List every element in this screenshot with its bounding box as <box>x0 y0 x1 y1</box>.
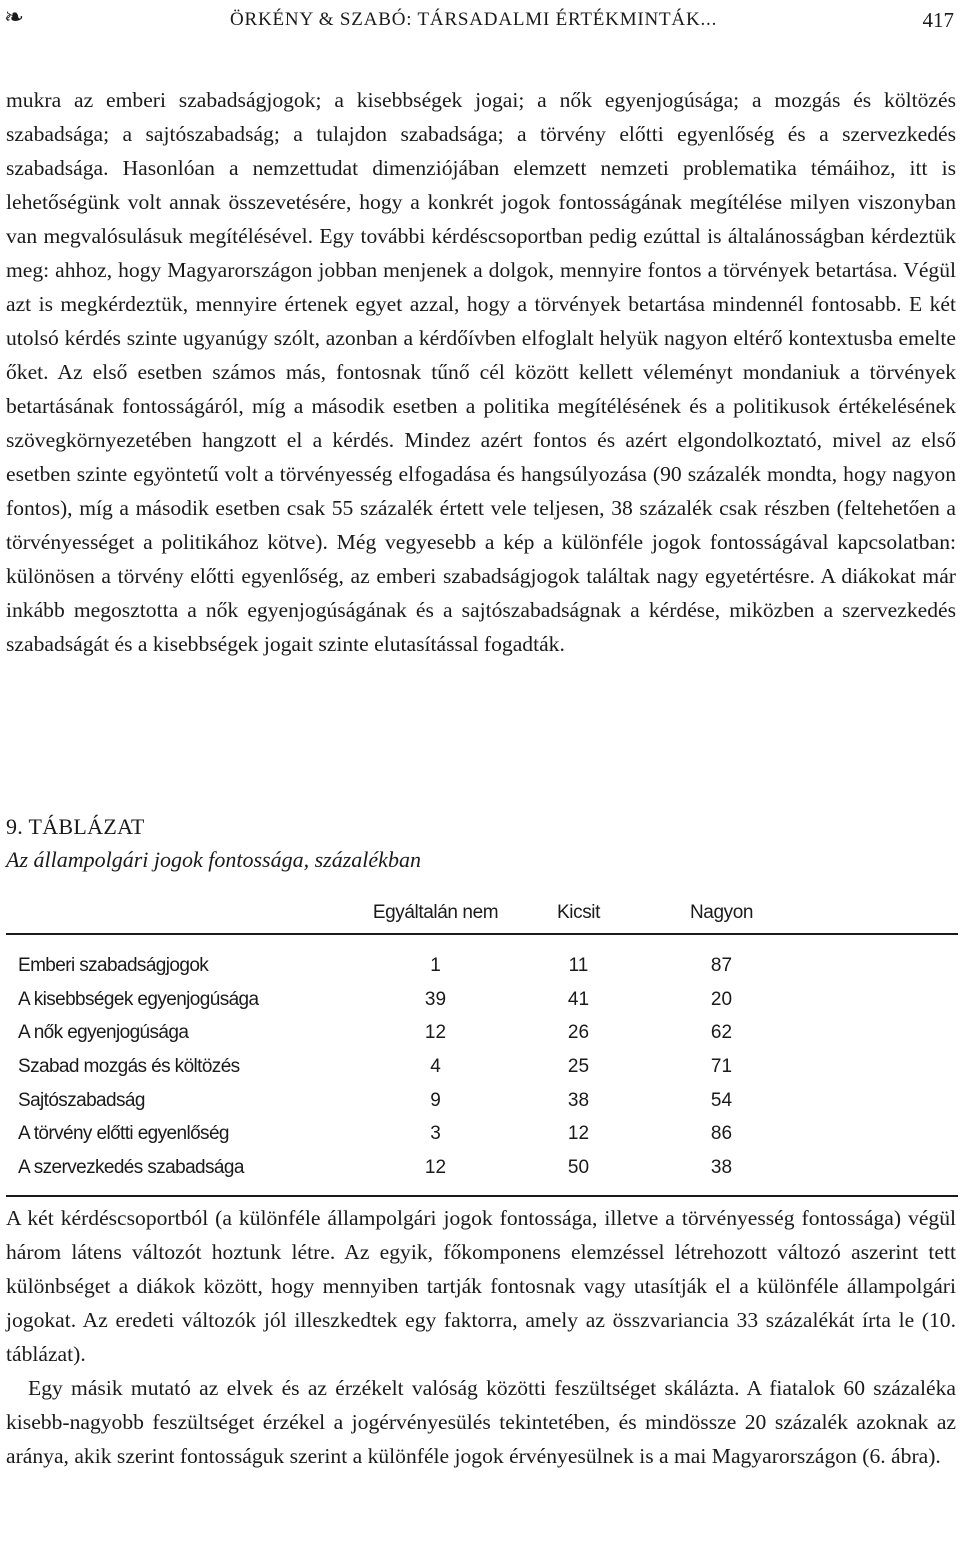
row-label: Sajtószabadság <box>18 1089 145 1111</box>
row-label: A szervezkedés szabadsága <box>6 1151 364 1196</box>
cell-value: 86 <box>710 1123 733 1145</box>
cell-value: 87 <box>710 954 733 976</box>
cell-value: 54 <box>710 1089 733 1111</box>
row-label: Emberi szabadságjogok <box>18 954 209 976</box>
column-header-not-at-all: Egyáltalán nem <box>364 893 507 934</box>
row-label: Szabad mozgás és költözés <box>18 1055 240 1077</box>
cell-value: 3 <box>430 1123 441 1145</box>
row-label: A nők egyenjogúsága <box>18 1022 189 1044</box>
cell-value: 12 <box>364 1151 507 1196</box>
cell-value: 4 <box>430 1055 441 1077</box>
cell-value: 71 <box>710 1055 733 1077</box>
row-label: A kisebbségek egyenjogúsága <box>18 988 259 1010</box>
page-number: 417 <box>922 8 954 32</box>
cell-value: 41 <box>567 988 590 1010</box>
table-row <box>6 1016 958 1050</box>
cell-value: 12 <box>567 1123 590 1145</box>
table-row <box>6 934 958 983</box>
row-label: A törvény előtti egyenlőség <box>18 1123 229 1145</box>
fleuron-ornament-icon: ❧ <box>4 5 25 31</box>
table-header-empty <box>6 893 364 934</box>
cell-value: 25 <box>567 1055 590 1077</box>
table-header-row <box>6 893 958 934</box>
cell-value: 38 <box>567 1089 590 1111</box>
cell-value: 9 <box>430 1089 441 1111</box>
table-row <box>6 983 958 1017</box>
table-label: 9. TÁBLÁZAT <box>6 814 145 839</box>
cell-value: 12 <box>424 1022 447 1044</box>
cell-value: 20 <box>710 988 733 1010</box>
body-section-1 <box>6 83 956 661</box>
paragraph-1: mukra az emberi szabadságjogok; a kisebbségek jogai; a nők egyenjogúsága; a mozgás és költözés szabadsága; a sajtószabadság; a tulajdon szabadsága; a törvény előtti egyenlőség és a szervezkedés szabadsága. Hasonlóan a nemzettudat dimenziójában elemzett nemzeti problematika témáihoz, itt is lehetőségünk volt annak összevetésére, hogy a konkrét jogok fontosságának megítélése milyen viszonyban van megvalósulásuk megítélésével. Egy további kérdéscsoportban pedig ezúttal is általánosságban kérdeztük meg: ahhoz, hogy Magyarországon jobban menjenek a dolgok, mennyire fontos a törvények betartása. Végül azt is megkérdeztük, mennyire értenek egyet azzal, hogy a törvények betartása mindennél fontosabb. E két utolsó kérdés szinte ugyanúgy szólt, azonban a kérdőívben elfoglalt helyük nagyon eltérő kontextusba emelte őket. Az első esetben számos más, fontosnak tűnő cél között kellett véleményt mondaniuk a törvények betartásának fontosságáról, míg a második esetben a politika megítélésének és a politikusok értékelésének szövegkörnyezetében hangzott el a kérdés. Mindez azért fontos és azért elgondolkoztató, mivel az első esetben szinte egyöntetű volt a törvényesség elfogadása és hangsúlyozása (90 százalék mondta, hogy nagyon fontos), míg a második esetben csak 55 százalék értett vele teljesen, 38 százalék csak részben (feltehetően a törvényességet a politikához kötve). Még vegyesebb a kép a különféle jogok fontosságával kapcsolatban: különösen a törvény előtti egyenlőség, az emberi szabadságjogok találtak nagy egyetértésre. A diákokat már inkább megosztotta a nők egyenjogúságának és a sajtószabadságnak a kérdése, miközben a szervezkedés szabadságát és a kisebbségek jogait szinte elutasítással fogadták. <box>6 88 956 656</box>
table-caption: Az állampolgári jogok fontossága, százalékban <box>6 847 421 872</box>
cell-value: 1 <box>430 954 441 976</box>
cell-value: 11 <box>568 954 589 976</box>
table-row <box>6 1084 958 1118</box>
cell-value: 50 <box>507 1151 650 1196</box>
table-row <box>6 1050 958 1084</box>
table-row <box>6 1151 958 1196</box>
paragraph-3: Egy másik mutató az elvek és az érzékelt valóság közötti feszültséget skálázta. A fiatalok 60 százaléka kisebb-nagyobb feszültséget érzékel a jogérvényesülés tekintetében, és mindössze 20 százalék azoknak az aránya, akik szerint fontosságuk szerint a különféle jogok érvényesülnek is a mai Magyarországon (6. ábra). <box>6 1376 956 1468</box>
body-section-2 <box>6 1201 956 1473</box>
column-header-a-little: Kicsit <box>507 893 650 934</box>
cell-value: 62 <box>710 1022 733 1044</box>
running-header <box>0 0 960 40</box>
rights-importance-table <box>6 893 958 1197</box>
column-header-very: Nagyon <box>650 893 793 934</box>
table-header-spacer <box>793 893 958 934</box>
cell-value: 38 <box>650 1151 793 1196</box>
cell-value: 39 <box>424 988 447 1010</box>
cell-value: 26 <box>567 1022 590 1044</box>
paragraph-2: A két kérdéscsoportból (a különféle állampolgári jogok fontossága, illetve a törvényesség fontossága) végül három látens változót hoztunk létre. Az egyik, főkomponens elemzéssel létrehozott változó aszerint tett különbséget a diákok között, hogy mennyiben tartják fontosnak vagy utasítják el a különféle állampolgári jogokat. Az eredeti változók jól illeszkedtek egy faktorra, amely az összvariancia 33 százalékát írta le (10. táblázat). <box>6 1206 956 1366</box>
running-title: ÖRKÉNY & SZABÓ: TÁRSADALMI ÉRTÉKMINTÁK... <box>230 9 718 30</box>
table-row <box>6 1117 958 1151</box>
